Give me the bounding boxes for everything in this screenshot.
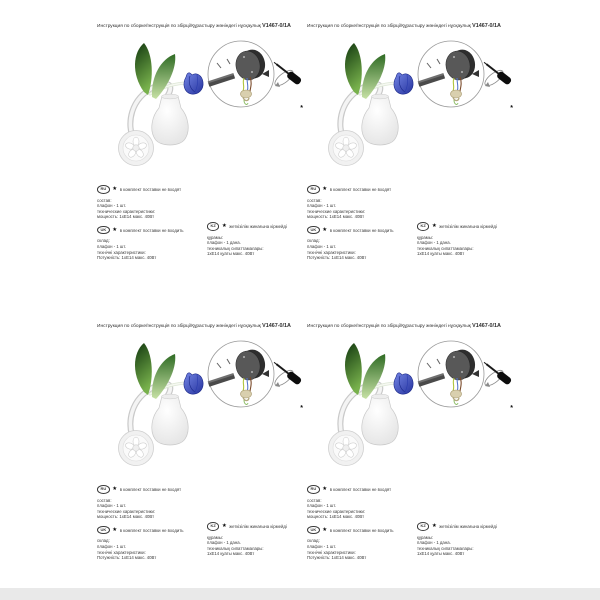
uk-spec-lines <box>97 538 199 560</box>
lang-badge-ru: RU <box>307 485 320 494</box>
tulip-flower-icon <box>394 73 413 94</box>
spec-line: технические характеристики: <box>307 208 366 214</box>
spec-line: склад: <box>307 238 320 244</box>
spec-line: плафон - 1 шт. <box>307 503 337 509</box>
instruction-sheet-copy <box>95 300 307 588</box>
lang-badge-kz: KZ <box>207 522 219 531</box>
leaf-dark-icon <box>135 343 152 395</box>
lang-badge-uk: UK <box>307 526 320 535</box>
ru-note: в комплект поставки не входят <box>329 186 392 192</box>
mounting-detail-drawing <box>413 36 515 120</box>
glass-shade <box>152 94 188 145</box>
ru-note: в комплект поставки не входят <box>329 486 392 492</box>
footnote-asterisk: * <box>510 405 513 412</box>
mounting-detail-drawing <box>413 336 515 420</box>
ru-note: в комплект поставки не входят <box>119 186 182 192</box>
lamp-illustration <box>308 340 423 480</box>
footnote-asterisk: * <box>300 105 303 112</box>
kz-spec-lines <box>417 235 515 257</box>
spec-line: плафон - 1 шт. <box>307 543 337 549</box>
uk-spec-lines <box>307 238 409 260</box>
spec-line: техникалық сипаттамалары: <box>207 545 264 551</box>
wall-sconce-drawing <box>98 340 213 480</box>
page-title <box>307 314 501 332</box>
spec-line: мощность: 1хЕ14 макс. 40Вт <box>307 514 365 520</box>
lang-block-uk <box>307 226 409 261</box>
lang-badge-kz: KZ <box>417 222 429 231</box>
lang-block-ru <box>307 485 409 520</box>
page-title <box>97 14 291 32</box>
instruction-sheet-copy <box>305 0 517 300</box>
leaf-dark-icon <box>345 43 362 95</box>
kz-note: жеткізілім жинағына кірмейді <box>229 223 287 229</box>
lang-badge-kz: KZ <box>207 222 219 231</box>
ru-spec-lines <box>97 198 199 220</box>
kz-note: жеткізілім жинағына кірмейді <box>439 523 497 529</box>
lamp-illustration <box>308 40 423 180</box>
spec-line: құрамы: <box>207 234 224 240</box>
lang-badge-uk: UK <box>97 526 110 535</box>
star-icon: ★ <box>322 526 328 533</box>
spec-line: техникалық сипаттамалары: <box>417 545 474 551</box>
spec-line: склад: <box>97 538 110 544</box>
title-text: Инструкция по сборке/Інструкція по збірці/Құрастыру жөніндегі нұсқаулық <box>307 24 473 29</box>
spec-line: состав: <box>97 497 112 503</box>
lang-block-kz <box>207 222 305 257</box>
uk-note: в комплект поставки не входить <box>329 527 394 533</box>
spec-line: плафон - 1 шт. <box>307 243 337 249</box>
spec-line: технічні характеристики: <box>97 249 146 255</box>
star-icon: ★ <box>112 485 118 492</box>
mounting-detail-drawing <box>203 336 305 420</box>
lang-block-uk <box>307 526 409 561</box>
spec-column-left <box>97 185 199 267</box>
spec-column-right <box>207 522 305 563</box>
spec-line: технічні характеристики: <box>307 249 356 255</box>
kz-note: жеткізілім жинағына кірмейді <box>229 523 287 529</box>
uk-note: в комплект поставки не входить <box>119 527 184 533</box>
spec-column-right <box>417 222 515 263</box>
wall-sconce-drawing <box>308 340 423 480</box>
title-text: Инструкция по сборке/Інструкція по збірці/Құрастыру жөніндегі нұсқаулық <box>97 24 263 29</box>
spec-line: құрамы: <box>417 534 434 540</box>
spec-line: техникалық сипаттамалары: <box>207 245 264 251</box>
star-icon: ★ <box>322 185 328 192</box>
spec-line: состав: <box>307 197 322 203</box>
spec-line: 1хЕ14 қуаты макс. 40Вт <box>207 551 255 557</box>
spec-line: Потужність: 1хЕ14 макс. 40Вт <box>307 555 367 561</box>
spec-line: Потужність: 1хЕ14 макс. 40Вт <box>97 555 157 561</box>
spec-line: плафон - 1 шт. <box>97 203 127 209</box>
spec-line: Потужність: 1хЕ14 макс. 40Вт <box>307 255 367 261</box>
spec-column-left <box>307 485 409 567</box>
glass-shade <box>362 94 398 145</box>
star-icon: ★ <box>431 522 437 529</box>
spec-line: технические характеристики: <box>307 508 366 514</box>
spec-line: құрамы: <box>417 234 434 240</box>
spec-line: мощность: 1хЕ14 макс. 40Вт <box>97 514 155 520</box>
spec-line: плафон - 1 дана. <box>417 540 451 546</box>
title-text: Инструкция по сборке/Інструкція по збірці/Құрастыру жөніндегі нұсқаулық <box>97 324 263 329</box>
spec-line: технические характеристики: <box>97 508 156 514</box>
lang-badge-ru: RU <box>307 185 320 194</box>
spec-line: плафон - 1 дана. <box>417 240 451 246</box>
instruction-sheet-copy <box>95 0 307 300</box>
spec-line: мощность: 1хЕ14 макс. 40Вт <box>97 214 155 220</box>
lang-badge-uk: UK <box>97 226 110 235</box>
spec-line: плафон - 1 шт. <box>307 203 337 209</box>
spec-line: плафон - 1 шт. <box>97 503 127 509</box>
title-model-number: V1467-0/1A <box>262 323 291 329</box>
star-icon: ★ <box>221 522 227 529</box>
spec-line: плафон - 1 шт. <box>97 243 127 249</box>
spec-column-right <box>207 222 305 263</box>
spec-column-left <box>307 185 409 267</box>
wall-plate <box>329 431 364 466</box>
kz-note: жеткізілім жинағына кірмейді <box>439 223 497 229</box>
wall-plate <box>119 431 154 466</box>
uk-note: в комплект поставки не входить <box>329 227 394 233</box>
spec-line: склад: <box>307 538 320 544</box>
spec-line: состав: <box>97 197 112 203</box>
lang-block-uk <box>97 526 199 561</box>
mounting-diagram <box>203 36 305 120</box>
lang-badge-ru: RU <box>97 185 110 194</box>
spec-line: 1хЕ14 қуаты макс. 40Вт <box>207 251 255 257</box>
lang-block-kz <box>207 522 305 557</box>
spec-column-left <box>97 485 199 567</box>
footnote-asterisk: * <box>300 405 303 412</box>
title-model-number: V1467-0/1A <box>472 323 501 329</box>
title-model-number: V1467-0/1A <box>262 23 291 29</box>
glass-shade <box>152 394 188 445</box>
lang-badge-uk: UK <box>307 226 320 235</box>
instruction-sheet-copy <box>305 300 517 588</box>
star-icon: ★ <box>431 222 437 229</box>
lang-block-ru <box>97 185 199 220</box>
mounting-diagram <box>203 336 305 420</box>
spec-line: склад: <box>97 238 110 244</box>
lang-block-ru <box>307 185 409 220</box>
mounting-diagram <box>413 336 515 420</box>
footnote-asterisk: * <box>510 105 513 112</box>
wall-plate <box>119 131 154 166</box>
star-icon: ★ <box>322 485 328 492</box>
star-icon: ★ <box>112 185 118 192</box>
mounting-diagram <box>413 36 515 120</box>
tulip-flower-icon <box>394 373 413 394</box>
spec-line: состав: <box>307 497 322 503</box>
uk-spec-lines <box>307 538 409 560</box>
spec-line: плафон - 1 шт. <box>97 543 127 549</box>
leaf-dark-icon <box>345 343 362 395</box>
wall-plate <box>329 131 364 166</box>
spec-line: технічні характеристики: <box>97 549 146 555</box>
spec-line: технічні характеристики: <box>307 549 356 555</box>
spec-line: 1хЕ14 қуаты макс. 40Вт <box>417 551 465 557</box>
ru-spec-lines <box>97 498 199 520</box>
star-icon: ★ <box>221 222 227 229</box>
lang-block-kz <box>417 522 515 557</box>
leaf-dark-icon <box>135 43 152 95</box>
page-title <box>97 314 291 332</box>
mounting-detail-drawing <box>203 36 305 120</box>
wall-sconce-drawing <box>98 40 213 180</box>
spec-line: 1хЕ14 қуаты макс. 40Вт <box>417 251 465 257</box>
kz-spec-lines <box>207 535 305 557</box>
spec-line: техникалық сипаттамалары: <box>417 245 474 251</box>
lang-block-ru <box>97 485 199 520</box>
ru-note: в комплект поставки не входят <box>119 486 182 492</box>
spec-line: мощность: 1хЕ14 макс. 40Вт <box>307 214 365 220</box>
title-model-number: V1467-0/1A <box>472 23 501 29</box>
lang-badge-ru: RU <box>97 485 110 494</box>
star-icon: ★ <box>322 226 328 233</box>
spec-line: Потужність: 1хЕ14 макс. 40Вт <box>97 255 157 261</box>
lang-block-uk <box>97 226 199 261</box>
spec-line: құрамы: <box>207 534 224 540</box>
star-icon: ★ <box>112 226 118 233</box>
lamp-illustration <box>98 40 213 180</box>
lamp-illustration <box>98 340 213 480</box>
tulip-flower-icon <box>184 73 203 94</box>
page-title <box>307 14 501 32</box>
wall-sconce-drawing <box>308 40 423 180</box>
title-text: Инструкция по сборке/Інструкція по збірці/Құрастыру жөніндегі нұсқаулық <box>307 324 473 329</box>
ru-spec-lines <box>307 498 409 520</box>
spec-line: технические характеристики: <box>97 208 156 214</box>
tulip-flower-icon <box>184 373 203 394</box>
spec-column-right <box>417 522 515 563</box>
ru-spec-lines <box>307 198 409 220</box>
kz-spec-lines <box>207 235 305 257</box>
uk-note: в комплект поставки не входить <box>119 227 184 233</box>
spec-line: плафон - 1 дана. <box>207 540 241 546</box>
kz-spec-lines <box>417 535 515 557</box>
glass-shade <box>362 394 398 445</box>
lang-badge-kz: KZ <box>417 522 429 531</box>
spec-line: плафон - 1 дана. <box>207 240 241 246</box>
lang-block-kz <box>417 222 515 257</box>
uk-spec-lines <box>97 238 199 260</box>
star-icon: ★ <box>112 526 118 533</box>
